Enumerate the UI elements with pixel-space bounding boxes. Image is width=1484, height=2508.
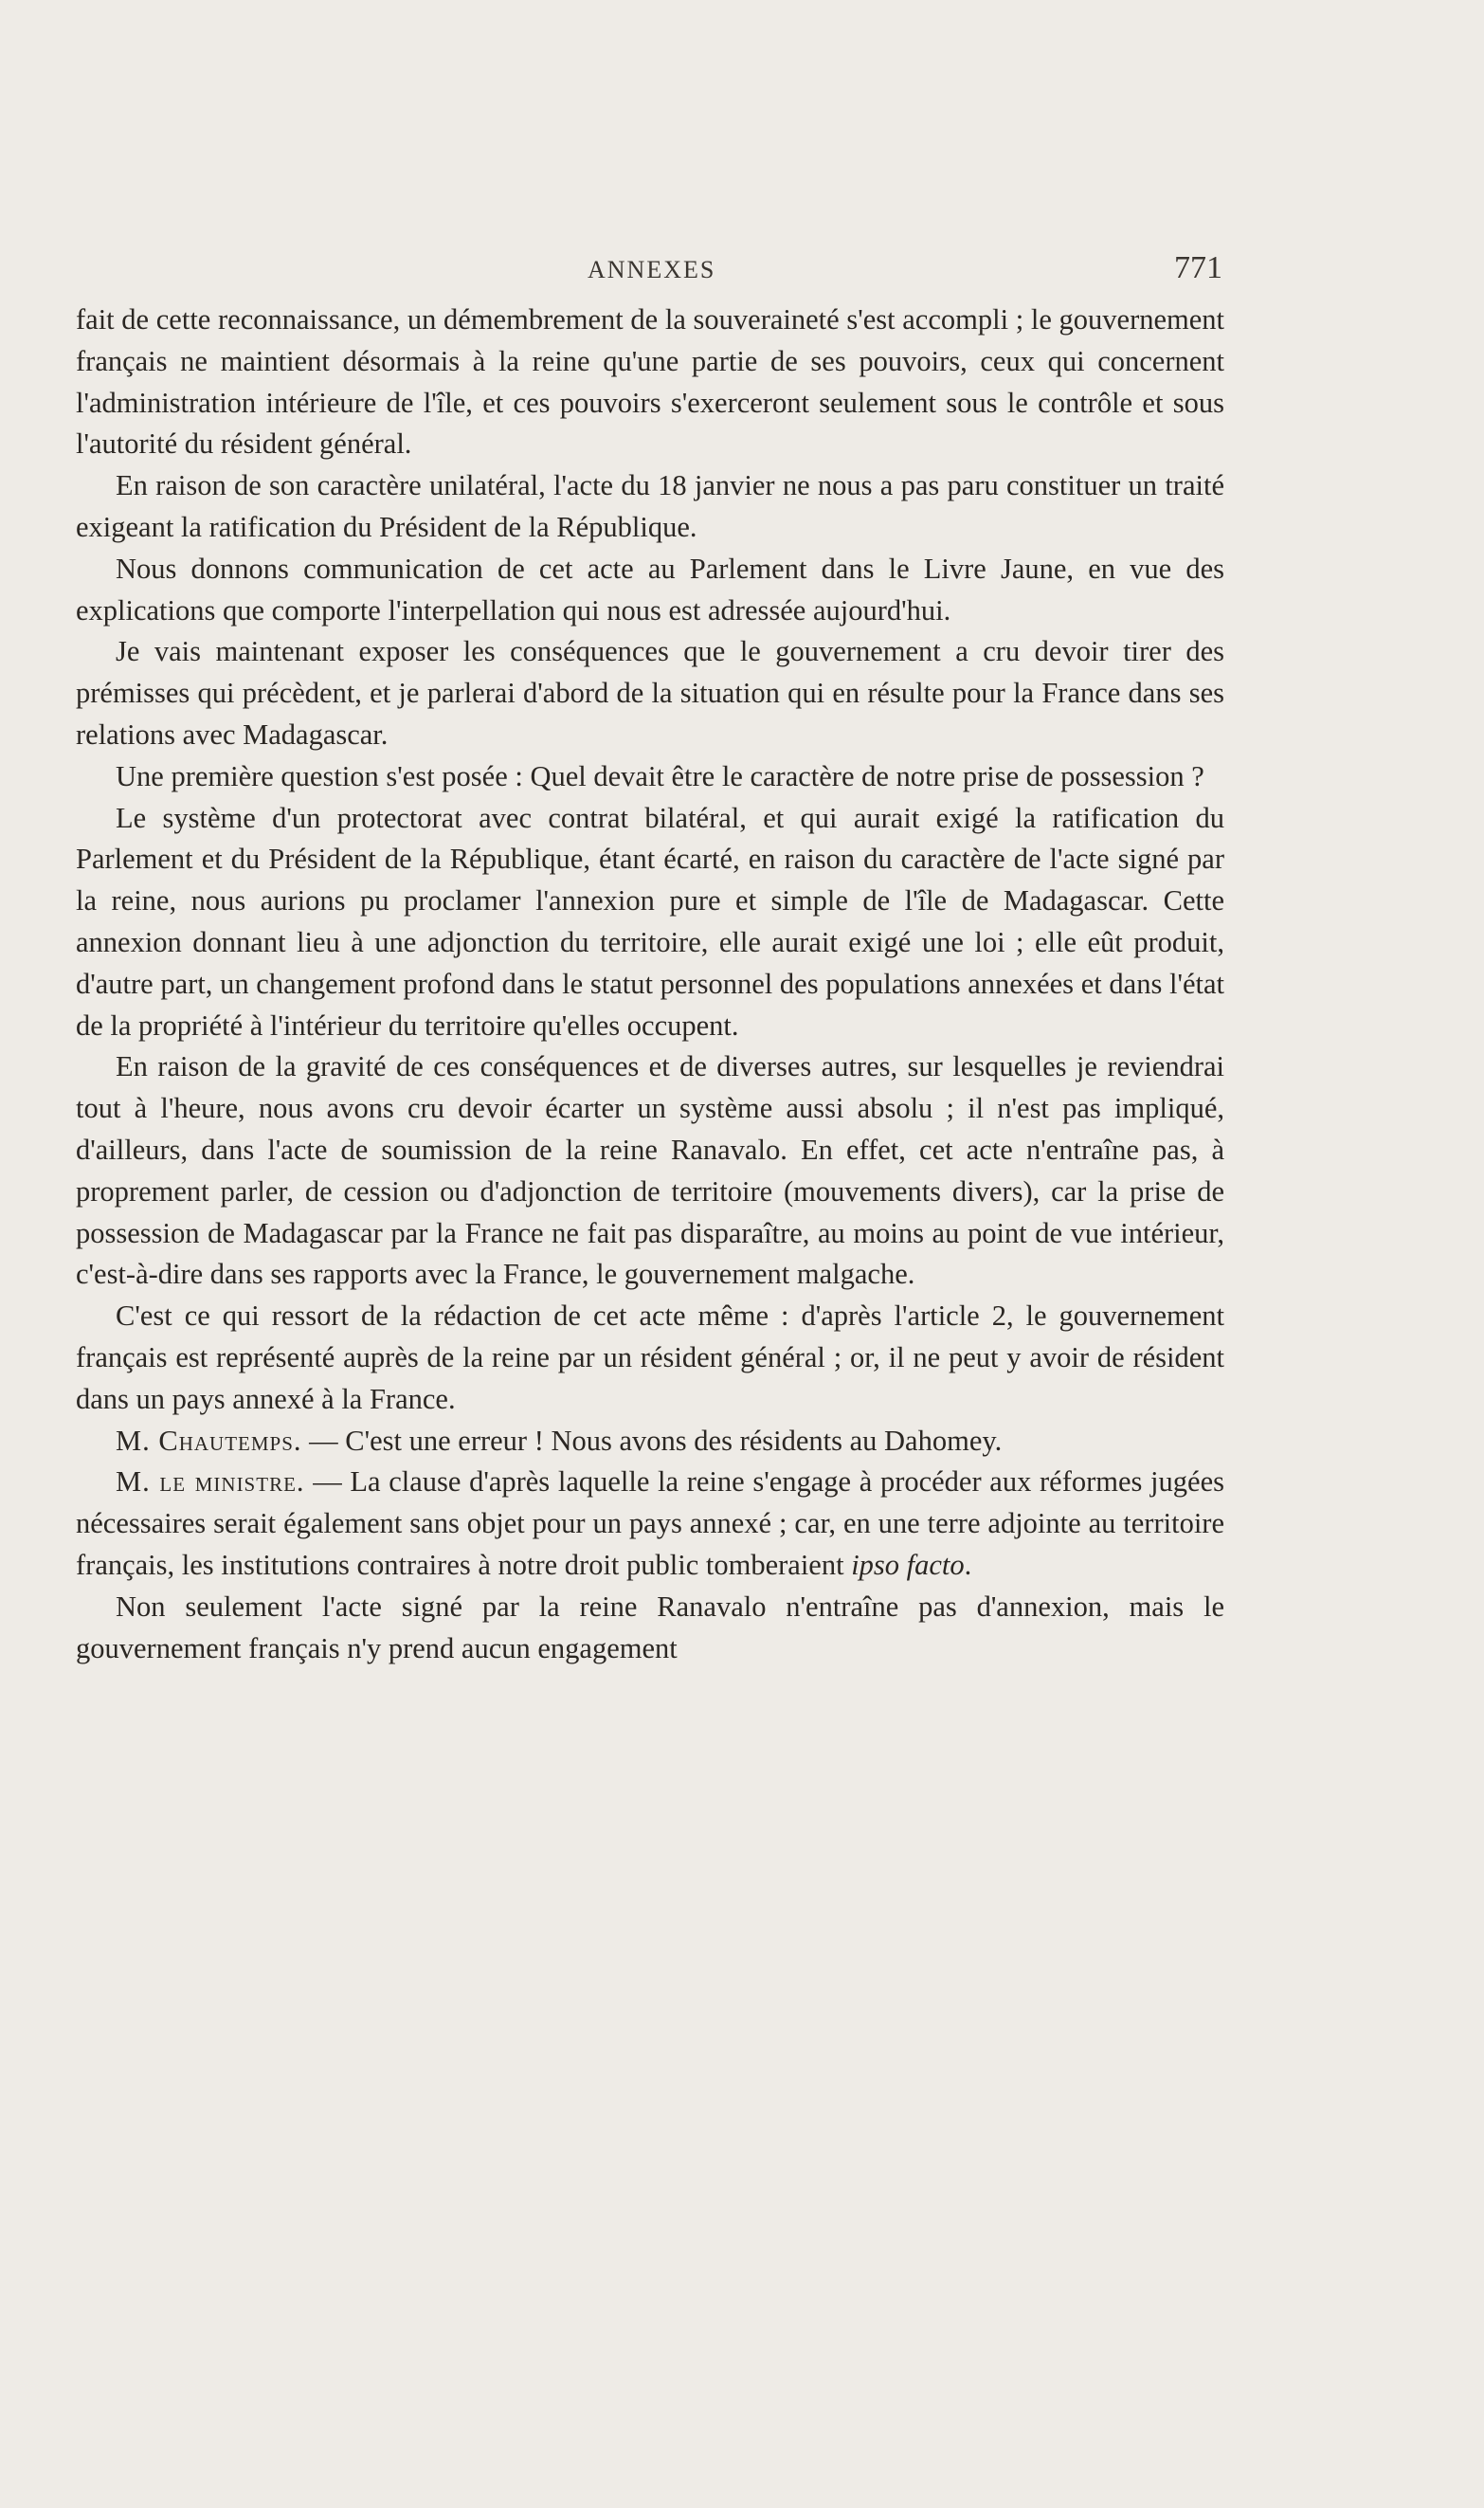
- italic-phrase: ipso facto: [851, 1548, 965, 1581]
- paragraph: Le système d'un protectorat avec contrat bilatéral, et qui aurait exigé la ratification du Parlement et du Président de la République, étant écarté, en raison du caractère de l'acte signé par la reine, nous aurions pu proclamer l'annexion pure et simple de l'île de Madagascar. Cette annexion donnant lieu à une adjonction du territoire, elle aurait exigé une loi ; elle eût produit, d'autre part, un changement profond dans le statut personnel des populations annexées et dans l'état de la propriété à l'intérieur du territoire qu'elles occupent.: [76, 801, 1224, 1042]
- paragraph: Nous donnons communication de cet acte au Parlement dans le Livre Jaune, en vue des explications que comporte l'interpellation qui nous est adressée aujourd'hui.: [76, 552, 1224, 627]
- page-number: 771: [1174, 250, 1222, 285]
- paragraph: Une première question s'est posée : Quel devait être le caractère de notre prise de possession ?: [116, 759, 1204, 792]
- speaker-name: M. Chautemps.: [116, 1424, 302, 1457]
- paragraph: En raison de son caractère unilatéral, l'acte du 18 janvier ne nous a pas paru constituer un traité exigeant la ratification du Président de la République.: [76, 469, 1224, 543]
- paragraph: Non seulement l'acte signé par la reine Ranavalo n'entraîne pas d'annexion, mais le gouvernement français n'y prend aucun engagement: [76, 1590, 1224, 1664]
- speech-paragraph: [76, 1421, 1224, 1463]
- paragraph: Je vais maintenant exposer les conséquences que le gouvernement a cru devoir tirer des prémisses qui précèdent, et je parlerai d'abord de la situation qui en résulte pour la France dans ses relations avec Madagascar.: [76, 635, 1224, 751]
- speech-paragraph: [76, 1462, 1224, 1586]
- paragraph: En raison de la gravité de ces conséquences et de diverses autres, sur lesquelles je reviendrai tout à l'heure, nous avons cru devoir écarter un système aussi absolu ; il n'est pas impliqué, d'ailleurs, dans l'acte de soumission de la reine Ranavalo. En effet, cet acte n'entraîne pas, à proprement parler, de cession ou d'adjonction de territoire (mouvements divers), car la prise de possession de Madagascar par la France ne fait pas disparaître, au moins au point de vue intérieur, c'est-à-dire dans ses rapports avec la France, le gouvernement malgache.: [76, 1050, 1224, 1291]
- running-title: ANNEXES: [588, 256, 716, 283]
- speech-text: — La clause d'après laquelle la reine s'engage à procéder aux réformes jugées nécessaires serait également sans objet pour un pays annexé ; car, en une terre adjointe au territoire français, les institutions contraires à notre droit public tomberaient: [76, 1465, 1224, 1581]
- speech-text-end: .: [964, 1548, 972, 1581]
- page-header: [76, 248, 1222, 286]
- speech-text: — C'est une erreur ! Nous avons des résidents au Dahomey.: [301, 1424, 1003, 1457]
- speaker-name: M. le ministre.: [116, 1465, 305, 1499]
- body-text: [76, 300, 1224, 1669]
- paragraph: C'est ce qui ressort de la rédaction de cet acte même : d'après l'article 2, le gouvernement français est représenté auprès de la reine par un résident général ; or, il ne peut y avoir de résident dans un pays annexé à la France.: [76, 1299, 1224, 1415]
- paragraph: fait de cette reconnaissance, un démembrement de la souveraineté s'est accompli ; le gouvernement français ne maintient désormais à la reine qu'une partie de ses pouvoirs, ceux qui concernent l'administration intérieure de l'île, et ces pouvoirs s'exerceront seulement sous le contrôle et sous l'autorité du résident général.: [76, 303, 1224, 461]
